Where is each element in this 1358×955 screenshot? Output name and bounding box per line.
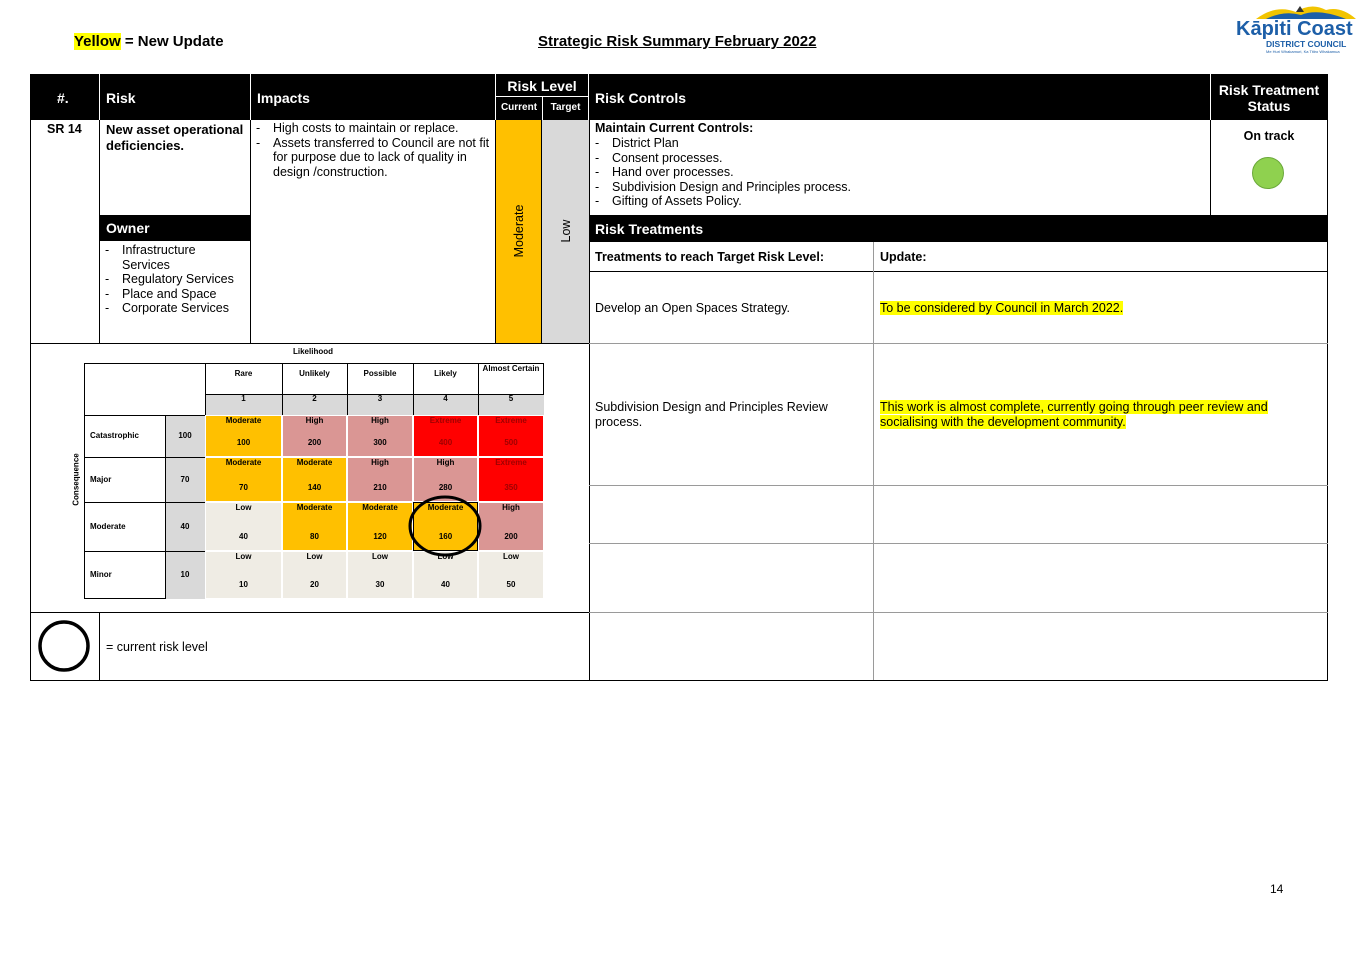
matrix-cell-score: 200 xyxy=(307,438,322,447)
page-number: 14 xyxy=(1270,882,1284,896)
matrix-divider xyxy=(84,415,205,416)
matrix-cell-level: Extreme xyxy=(495,416,527,425)
current-risk-marker xyxy=(406,493,484,559)
owner-item: - Place and Space xyxy=(101,287,247,302)
risk-matrix xyxy=(71,347,544,599)
current-level-text: Moderate xyxy=(512,204,526,258)
owner-item: - Corporate Services xyxy=(101,301,247,316)
owner-list xyxy=(101,243,247,316)
update-1-text: To be considered by Council in March 2022. xyxy=(880,301,1124,315)
col-impacts: Impacts xyxy=(257,90,310,106)
matrix-likelihood-score: 3 xyxy=(377,394,383,403)
control-item: - Consent processes. xyxy=(591,151,1201,166)
matrix-cell-score: 400 xyxy=(438,438,453,447)
matrix-consequence-name: Catastrophic xyxy=(90,431,139,440)
risk-id: SR 14 xyxy=(47,122,82,136)
col-num: #. xyxy=(57,90,69,106)
control-item: - Gifting of Assets Policy. xyxy=(591,194,1201,209)
matrix-cell-score: 70 xyxy=(239,483,248,492)
matrix-consequence-score: 70 xyxy=(180,474,190,484)
matrix-cell-score: 10 xyxy=(239,580,248,589)
matrix-cell-level: Low xyxy=(235,503,252,512)
col-target: Target xyxy=(550,102,581,113)
matrix-cell-level: Moderate xyxy=(296,458,333,467)
matrix-cell-score: 50 xyxy=(506,580,516,589)
matrix-cell-score: 40 xyxy=(239,532,248,541)
update-legend xyxy=(74,33,224,50)
matrix-cell-score: 40 xyxy=(441,580,450,589)
controls-list xyxy=(591,136,1201,209)
col-risk-level: Risk Level xyxy=(507,78,577,94)
matrix-divider xyxy=(84,457,205,458)
matrix-likelihood-name: Rare xyxy=(234,369,253,378)
matrix-consequence-name: Major xyxy=(90,474,112,484)
legend-text: = New Update xyxy=(120,33,224,50)
target-level-text: Low xyxy=(559,219,573,243)
treatment-2: Subdivision Design and Principles Review process. xyxy=(595,400,828,429)
matrix-cell-level: Moderate xyxy=(296,503,333,512)
matrix-consequence-name: Minor xyxy=(90,570,112,579)
matrix-likelihood-name: Possible xyxy=(363,369,397,378)
matrix-cell-level: High xyxy=(371,458,389,467)
status-text: On track xyxy=(1243,129,1295,143)
matrix-likelihood-score: 4 xyxy=(443,394,448,403)
matrix-cell-level: High xyxy=(371,416,389,425)
matrix-consequence-score: 100 xyxy=(178,431,192,440)
update-2 xyxy=(880,400,1310,429)
matrix-cell-score: 200 xyxy=(504,532,518,541)
matrix-cell-level: High xyxy=(502,503,520,512)
page-title: Strategic Risk Summary February 2022 xyxy=(538,33,817,50)
matrix-cell-score: 300 xyxy=(373,438,387,447)
matrix-likelihood-score: 2 xyxy=(312,394,317,403)
matrix-likelihood-score: 1 xyxy=(241,394,246,403)
control-item: - District Plan xyxy=(591,136,1201,151)
matrix-likelihood-score: 5 xyxy=(508,394,514,403)
matrix-likelihood-name: Almost Certain xyxy=(482,364,540,373)
matrix-cell-score: 80 xyxy=(310,532,319,541)
treatment-1: Develop an Open Spaces Strategy. xyxy=(595,301,791,315)
matrix-cell-score: 160 xyxy=(438,532,453,541)
matrix-likelihood-label: Likelihood xyxy=(293,347,333,356)
impact-item: - Assets transferred to Council are not fit for purpose due to lack of quality in design /construction. xyxy=(252,136,492,180)
impact-item: - High costs to maintain or replace. xyxy=(252,121,492,136)
matrix-cell-score: 500 xyxy=(504,438,518,447)
matrix-cell-score: 350 xyxy=(504,483,518,492)
matrix-cell-score: 20 xyxy=(310,580,319,589)
matrix-cell-score: 100 xyxy=(236,438,251,447)
impacts-list xyxy=(252,121,492,179)
matrix-cell-level: Low xyxy=(306,552,323,561)
matrix-cell-score: 30 xyxy=(375,580,385,589)
matrix-cell-level: Low xyxy=(437,552,454,561)
legend-label: = current risk level xyxy=(106,640,208,654)
col-treatment-status: Risk Treatment Status xyxy=(1218,82,1320,114)
matrix-divider xyxy=(84,551,205,552)
owner-item: - Regulatory Services xyxy=(101,272,247,287)
matrix-cell-score: 120 xyxy=(373,532,387,541)
status-indicator xyxy=(1252,157,1284,189)
risk-name: New asset operational deficiencies. xyxy=(106,122,244,153)
matrix-consequence-score: 40 xyxy=(180,521,190,531)
matrix-cell-level: Low xyxy=(235,552,252,561)
treatments-title: Risk Treatments xyxy=(595,221,704,237)
control-item: - Subdivision Design and Principles process. xyxy=(591,180,1201,195)
matrix-cell-level: Moderate xyxy=(225,416,262,425)
logo-name: Kāpiti Coast xyxy=(1236,18,1353,40)
col-risk: Risk xyxy=(106,90,136,106)
update-1 xyxy=(880,301,1320,315)
matrix-divider xyxy=(84,502,205,503)
matrix-cell-level: Extreme xyxy=(429,416,462,425)
matrix-likelihood-name: Unlikely xyxy=(299,369,330,378)
matrix-consequence-label: Consequence xyxy=(71,453,81,506)
matrix-consequence-name: Moderate xyxy=(90,521,126,531)
treatment-col-header: Treatments to reach Target Risk Level: xyxy=(595,250,825,264)
matrix-cell-level: Moderate xyxy=(362,503,398,512)
matrix-cell-level: Extreme xyxy=(495,458,527,467)
matrix-cell-level: High xyxy=(436,458,455,467)
col-controls: Risk Controls xyxy=(595,90,687,106)
controls-title: Maintain Current Controls: xyxy=(595,121,754,135)
matrix-cell-level: Low xyxy=(503,552,519,561)
matrix-likelihood-name: Likely xyxy=(434,369,457,378)
update-2-text: This work is almost complete, currently going through peer review and socialising with the development community. xyxy=(880,400,1268,429)
matrix-cell-score: 210 xyxy=(373,483,387,492)
matrix-cell-level: Low xyxy=(372,552,388,561)
owner-label: Owner xyxy=(106,220,150,236)
matrix-cell-level: High xyxy=(305,416,324,425)
matrix-cell-level: Moderate xyxy=(427,503,464,512)
matrix-cell-score: 280 xyxy=(438,483,453,492)
matrix-cell-score: 140 xyxy=(307,483,322,492)
update-col-header: Update: xyxy=(880,250,927,264)
council-logo xyxy=(1232,2,1356,58)
legend-highlight: Yellow xyxy=(74,33,121,50)
owner-item: - Infrastructure Services xyxy=(101,243,247,272)
col-current: Current xyxy=(500,102,538,113)
logo-sub: DISTRICT COUNCIL xyxy=(1266,39,1347,49)
matrix-consequence-score: 10 xyxy=(180,570,190,579)
current-risk-legend-icon xyxy=(36,619,94,675)
logo-tagline: Me Huri Whakamuri, Ka Titiro Whakamua xyxy=(1266,49,1340,54)
control-item: - Hand over processes. xyxy=(591,165,1201,180)
matrix-cell-level: Moderate xyxy=(225,458,262,467)
